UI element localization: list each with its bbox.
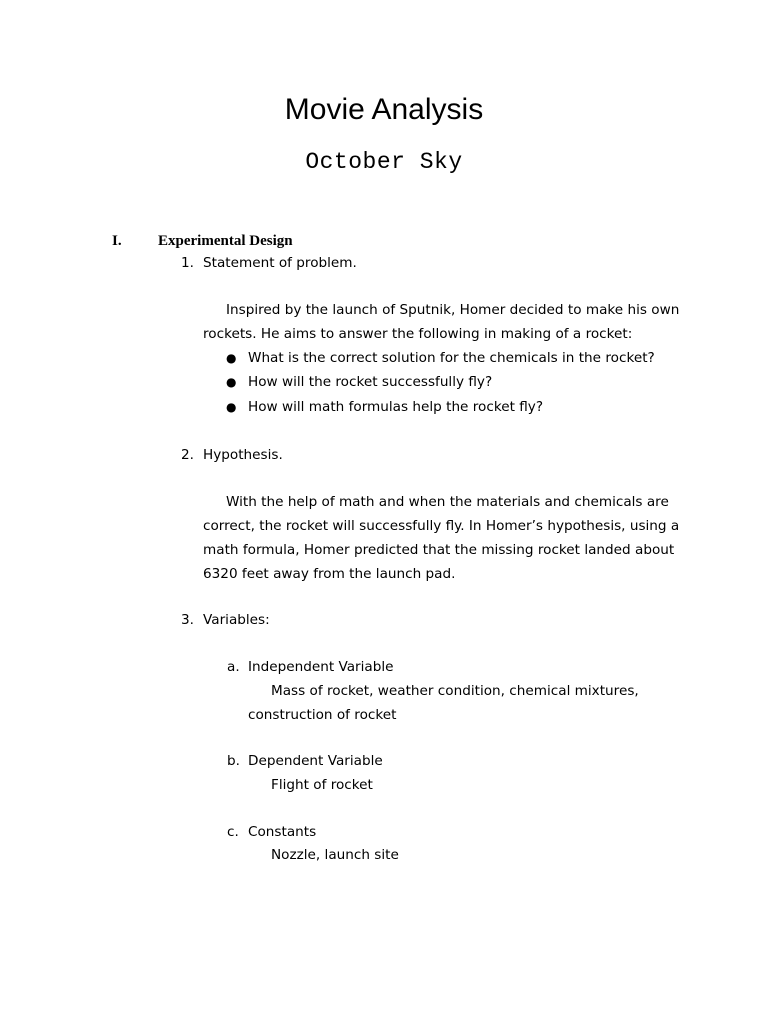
hypothesis-paragraph-line: correct, the rocket will successfully fly. In Homer’s hypothesis, using a	[203, 518, 680, 534]
hypothesis-paragraph-line: 6320 feet away from the launch pad.	[203, 566, 456, 582]
subitem-label-dependent: Dependent Variable	[248, 753, 383, 769]
problem-bullet-item: What is the correct solution for the chemicals in the rocket?	[248, 350, 655, 366]
subitem-label-constants: Constants	[248, 824, 317, 840]
document-subtitle: October Sky	[305, 149, 463, 175]
item-label-problem: Statement of problem.	[203, 255, 357, 271]
hypothesis-paragraph-line: With the help of math and when the materials and chemicals are	[226, 494, 669, 510]
subitem-letter-constants: c.	[227, 824, 239, 840]
constants-line: Nozzle, launch site	[271, 847, 399, 863]
item-number-variables: 3.	[181, 612, 194, 628]
problem-paragraph-line: Inspired by the launch of Sputnik, Homer decided to make his own	[226, 302, 680, 318]
item-number-problem: 1.	[181, 255, 194, 271]
independent-variable-line: construction of rocket	[248, 707, 397, 723]
item-label-variables: Variables:	[203, 612, 270, 628]
dependent-variable-line: Flight of rocket	[271, 777, 373, 793]
bullet-icon: ●	[226, 375, 237, 389]
problem-paragraph-line: rockets. He aims to answer the following in making of a rocket:	[203, 326, 633, 342]
document-title: Movie Analysis	[284, 93, 484, 126]
problem-bullet-item: How will the rocket successfully fly?	[248, 374, 493, 390]
section-heading: Experimental Design	[158, 233, 293, 249]
independent-variable-line: Mass of rocket, weather condition, chemical mixtures,	[271, 683, 639, 699]
subitem-label-independent: Independent Variable	[248, 659, 394, 675]
subitem-letter-independent: a.	[227, 659, 240, 675]
problem-bullet-item: How will math formulas help the rocket fly?	[248, 399, 544, 415]
section-numeral: I.	[112, 233, 122, 249]
subitem-letter-dependent: b.	[227, 753, 240, 769]
bullet-icon: ●	[226, 351, 237, 365]
item-number-hypothesis: 2.	[181, 447, 194, 463]
bullet-icon: ●	[226, 400, 237, 414]
item-label-hypothesis: Hypothesis.	[203, 447, 283, 463]
hypothesis-paragraph-line: math formula, Homer predicted that the missing rocket landed about	[203, 542, 675, 558]
